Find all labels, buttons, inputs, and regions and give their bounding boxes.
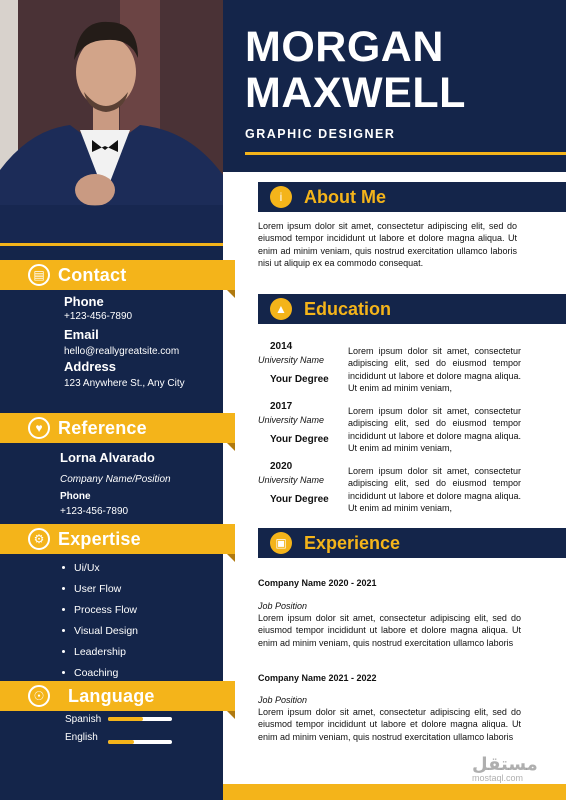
language-level-fill bbox=[108, 717, 143, 721]
contact-phone-label: Phone bbox=[64, 294, 104, 309]
contact-heading: Contact bbox=[58, 264, 127, 285]
education-text: Lorem ipsum dolor sit amet, consectetur adipiscing elit, sed do eiusmod tempor incididunt ut labore et dolore magna aliqua. Ut enim ad minim veniam, bbox=[348, 466, 521, 513]
first-name: MORGAN bbox=[245, 23, 444, 71]
fold-corner bbox=[227, 711, 235, 719]
about-heading-bar bbox=[258, 182, 566, 212]
photo-overlay bbox=[0, 205, 223, 243]
contact-email[interactable]: hello@reallygreatsite.com bbox=[64, 346, 180, 357]
expertise-item: Ui/Ux bbox=[62, 557, 138, 578]
education-degree: Your Degree bbox=[270, 434, 329, 445]
education-text: Lorem ipsum dolor sit amet, consectetur adipiscing elit, sed do eiusmod tempor incididunt ut labore et dolore magna aliqua. Ut enim ad minim veniam, bbox=[348, 346, 521, 393]
expertise-heading-bar bbox=[0, 524, 235, 554]
fold-corner bbox=[227, 443, 235, 451]
contact-heading-bar bbox=[0, 260, 235, 290]
expertise-item: Visual Design bbox=[62, 620, 138, 641]
language-name: Spanish bbox=[65, 714, 102, 725]
fold-corner bbox=[227, 290, 235, 298]
expertise-heading: Expertise bbox=[58, 528, 141, 549]
last-name: MAXWELL bbox=[245, 69, 466, 117]
gear-icon: ⚙ bbox=[28, 528, 50, 550]
education-university: University Name bbox=[258, 475, 325, 485]
experience-position: Job Position bbox=[258, 695, 308, 705]
expertise-item: Coaching bbox=[62, 662, 138, 683]
experience-text: Lorem ipsum dolor sit amet, consectetur adipiscing elit, sed do eiusmod tempor incididunt ut labore et dolore magna aliqua. Ut enim ad minim veniam, quis nostrud exercitation ullamco laboris bbox=[258, 613, 521, 648]
job-title: GRAPHIC DESIGNER bbox=[245, 127, 396, 141]
reference-phone-label: Phone bbox=[60, 491, 91, 502]
education-university: University Name bbox=[258, 355, 325, 365]
language-name: English bbox=[65, 732, 98, 743]
expertise-item: Process Flow bbox=[62, 599, 138, 620]
fold-corner bbox=[227, 554, 235, 562]
education-degree: Your Degree bbox=[270, 374, 329, 385]
expertise-list bbox=[62, 557, 138, 683]
education-year: 2014 bbox=[270, 341, 293, 352]
language-level-bar bbox=[108, 740, 172, 744]
experience-heading-bar bbox=[258, 528, 566, 558]
id-card-icon: ▤ bbox=[28, 264, 50, 286]
education-university: University Name bbox=[258, 415, 325, 425]
education-heading: Education bbox=[304, 298, 392, 319]
about-text: Lorem ipsum dolor sit amet, consectetur adipiscing elit, sed do eiusmod tempor incididunt ut labore et dolore magna aliqua. Ut enim ad minim veniam, quis nostrud exercitation ullamco laboris nisi ut aliquip ex ea commodo consequat. bbox=[258, 221, 517, 268]
education-year: 2020 bbox=[270, 461, 293, 472]
contact-address-label: Address bbox=[64, 359, 117, 374]
reference-heading: Reference bbox=[58, 417, 147, 438]
watermark-arabic: مستقل bbox=[472, 754, 538, 775]
contact-address: 123 Anywhere St., Any City bbox=[64, 378, 185, 389]
experience-company: Company Name 2020 - 2021 bbox=[258, 578, 377, 588]
experience-text: Lorem ipsum dolor sit amet, consectetur adipiscing elit, sed do eiusmod tempor incididunt ut labore et dolore magna aliqua. Ut enim ad minim veniam, quis nostrud exercitation ullamco laboris bbox=[258, 707, 521, 742]
education-year: 2017 bbox=[270, 401, 293, 412]
contact-phone[interactable]: +123-456-7890 bbox=[64, 311, 133, 322]
reference-name: Lorna Alvarado bbox=[60, 450, 155, 465]
experience-company: Company Name 2021 - 2022 bbox=[258, 673, 377, 683]
language-heading-bar bbox=[0, 681, 235, 711]
handshake-icon: ♥ bbox=[28, 417, 50, 439]
education-degree: Your Degree bbox=[270, 494, 329, 505]
language-level-fill bbox=[108, 740, 134, 744]
divider bbox=[0, 243, 223, 246]
expertise-item: Leadership bbox=[62, 641, 138, 662]
expertise-item: User Flow bbox=[62, 578, 138, 599]
education-heading-bar bbox=[258, 294, 566, 324]
reference-company: Company Name/Position bbox=[60, 474, 171, 485]
info-icon: i bbox=[270, 186, 292, 208]
graduation-cap-icon: ▲ bbox=[270, 298, 292, 320]
education-text: Lorem ipsum dolor sit amet, consectetur adipiscing elit, sed do eiusmod tempor incididunt ut labore et dolore magna aliqua. Ut enim ad minim veniam, bbox=[348, 406, 521, 453]
reference-phone[interactable]: +123-456-7890 bbox=[60, 506, 129, 517]
experience-position: Job Position bbox=[258, 601, 308, 611]
experience-heading: Experience bbox=[304, 532, 401, 553]
watermark-latin: mostaql.com bbox=[472, 773, 524, 783]
briefcase-icon: ▣ bbox=[270, 532, 292, 554]
reference-heading-bar bbox=[0, 413, 235, 443]
language-level-bar bbox=[108, 717, 172, 721]
language-heading: Language bbox=[68, 685, 155, 706]
contact-email-label: Email bbox=[64, 327, 99, 342]
about-heading: About Me bbox=[304, 186, 386, 207]
globe-icon: ☉ bbox=[28, 685, 50, 707]
footer-bar bbox=[223, 784, 566, 800]
header-underline bbox=[245, 152, 566, 155]
